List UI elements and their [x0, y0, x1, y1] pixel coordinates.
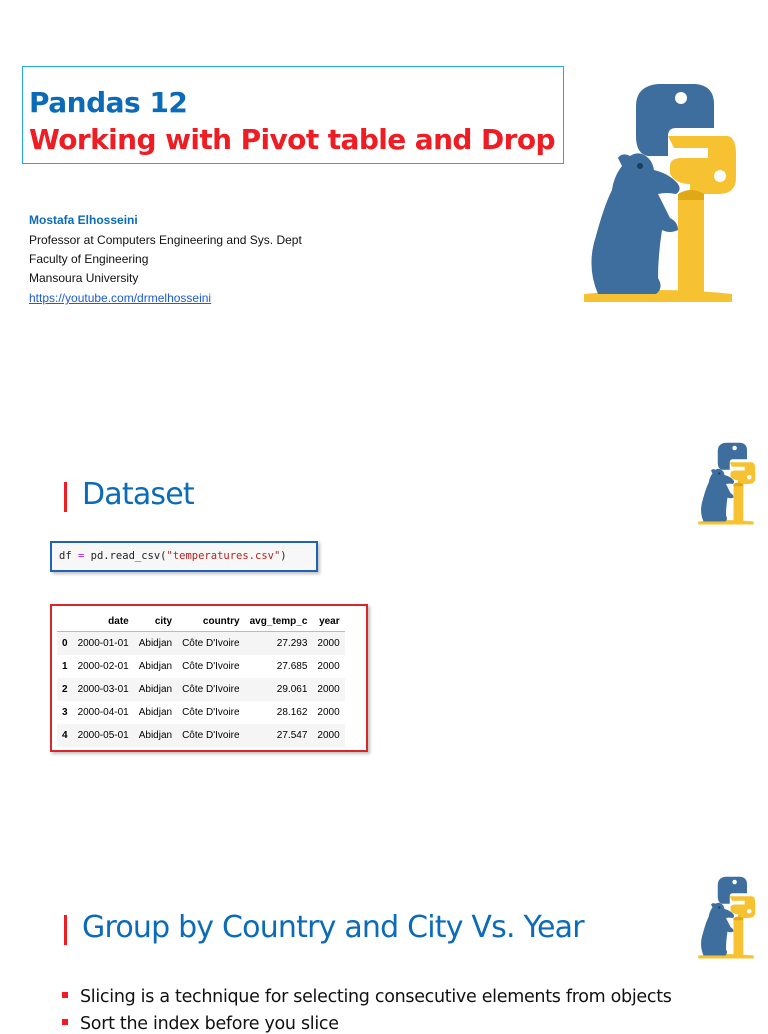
data-table	[57, 611, 345, 747]
cell-avg-temp: 27.293	[276, 638, 308, 649]
table-header-row	[57, 611, 345, 632]
cell-date: 2000-01-01	[77, 638, 129, 649]
cell-city: Abidjan	[138, 684, 173, 695]
column-header: city	[134, 611, 177, 632]
row-index: 1	[62, 661, 68, 672]
section-heading-group-by: Group by Country and City Vs. Year	[82, 910, 584, 945]
bullet-item	[62, 1014, 339, 1034]
cell-country: Côte D'Ivoire	[182, 707, 240, 718]
cell-year: 2000	[317, 707, 340, 718]
python-bear-logo-icon	[696, 436, 756, 526]
python-bear-logo-icon	[696, 870, 756, 960]
author-faculty: Faculty of Engineering	[29, 252, 149, 266]
slide-title: Pandas 12	[29, 86, 188, 119]
cell-date: 2000-02-01	[77, 661, 129, 672]
cell-country: Côte D'Ivoire	[182, 661, 240, 672]
cell-city: Abidjan	[138, 638, 173, 649]
dataframe-output	[50, 604, 368, 752]
bullet-square-icon	[62, 992, 68, 998]
section-bar	[64, 482, 67, 512]
column-header	[57, 611, 73, 632]
cell-country: Côte D'Ivoire	[182, 638, 240, 649]
cell-date: 2000-03-01	[77, 684, 129, 695]
youtube-link[interactable]: https://youtube.com/drmelhosseini	[29, 291, 212, 305]
code-string: "temperatures.csv"	[166, 550, 281, 562]
cell-year: 2000	[317, 661, 340, 672]
cell-city: Abidjan	[138, 661, 173, 672]
bullet-text: Sort the index before you slice	[80, 1014, 339, 1034]
code-close: )	[280, 550, 287, 562]
table-row	[57, 655, 345, 678]
row-index: 2	[62, 684, 68, 695]
column-header: avg_temp_c	[245, 611, 313, 632]
cell-avg-temp: 27.685	[276, 661, 308, 672]
bullet-item	[62, 987, 672, 1007]
cell-avg-temp: 27.547	[276, 730, 308, 741]
cell-year: 2000	[317, 638, 340, 649]
table-row	[57, 678, 345, 701]
section-heading-dataset: Dataset	[82, 477, 194, 512]
code-operator: =	[77, 550, 85, 562]
python-bear-logo-icon	[578, 66, 738, 306]
row-index: 3	[62, 707, 68, 718]
slide-subtitle: Working with Pivot table and Drop	[29, 123, 555, 156]
row-index: 4	[62, 730, 68, 741]
author-name: Mostafa Elhosseini	[29, 213, 138, 227]
cell-city: Abidjan	[138, 707, 173, 718]
cell-avg-temp: 29.061	[276, 684, 308, 695]
cell-city: Abidjan	[138, 730, 173, 741]
cell-avg-temp: 28.162	[276, 707, 308, 718]
cell-date: 2000-05-01	[77, 730, 129, 741]
cell-country: Côte D'Ivoire	[182, 730, 240, 741]
table-row	[57, 632, 345, 656]
cell-date: 2000-04-01	[77, 707, 129, 718]
table-row	[57, 701, 345, 724]
column-header: year	[312, 611, 344, 632]
row-index: 0	[62, 638, 68, 649]
cell-country: Côte D'Ivoire	[182, 684, 240, 695]
bullet-square-icon	[62, 1019, 68, 1025]
section-bar	[64, 915, 67, 945]
column-header: date	[73, 611, 134, 632]
cell-year: 2000	[317, 730, 340, 741]
code-var: df	[59, 550, 72, 562]
code-call: pd.read_csv(	[90, 550, 167, 562]
bullet-text: Slicing is a technique for selecting consecutive elements from objects	[80, 987, 672, 1007]
table-row	[57, 724, 345, 747]
column-header: country	[177, 611, 245, 632]
author-university: Mansoura University	[29, 271, 139, 285]
code-cell	[50, 541, 318, 572]
cell-year: 2000	[317, 684, 340, 695]
author-title: Professor at Computers Engineering and Sys. Dept	[29, 233, 302, 247]
